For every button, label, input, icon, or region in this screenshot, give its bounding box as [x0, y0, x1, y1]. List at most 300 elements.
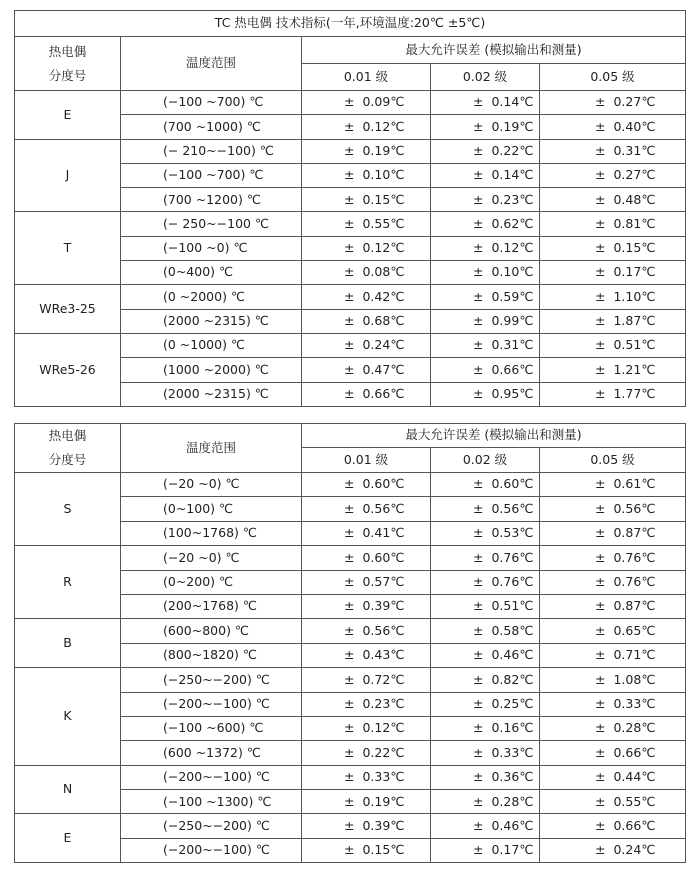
error-value: 1.77℃ [613, 385, 656, 401]
error-value-cell [431, 521, 540, 545]
error-value: 0.56℃ [491, 500, 534, 516]
error-value-cell [431, 716, 540, 740]
plus-minus-sign: ± [344, 288, 355, 304]
error-value: 0.17℃ [613, 264, 656, 280]
table-row [15, 814, 686, 838]
temp-range-cell: (−100 ~700) ℃ [121, 163, 302, 187]
error-value: 0.12℃ [491, 240, 534, 256]
plus-minus-sign: ± [473, 598, 484, 614]
temp-range-header: 温度范围 [121, 424, 302, 473]
error-value: 0.24℃ [362, 337, 405, 353]
error-value-cell [431, 188, 540, 212]
plus-minus-sign: ± [595, 744, 606, 760]
plus-minus-sign: ± [595, 118, 606, 134]
error-value-cell [540, 212, 686, 236]
error-value: 0.76℃ [491, 549, 534, 565]
plus-minus-sign: ± [344, 720, 355, 736]
plus-minus-sign: ± [344, 549, 355, 565]
temp-range-cell: (−100 ~0) ℃ [121, 236, 302, 260]
error-value-cell [540, 115, 686, 139]
error-value: 0.44℃ [613, 769, 656, 785]
temp-range-cell: (−100 ~1300) ℃ [121, 790, 302, 814]
header-row [15, 424, 686, 448]
error-value: 0.53℃ [491, 525, 534, 541]
error-value-cell [431, 139, 540, 163]
plus-minus-sign: ± [473, 264, 484, 280]
plus-minus-sign: ± [595, 215, 606, 231]
error-value: 0.51℃ [491, 598, 534, 614]
plus-minus-sign: ± [344, 525, 355, 541]
error-value-cell [431, 236, 540, 260]
plus-minus-sign: ± [473, 793, 484, 809]
temp-range-cell: (−200~−100) ℃ [121, 838, 302, 862]
plus-minus-sign: ± [473, 118, 484, 134]
error-value: 0.68℃ [362, 313, 405, 329]
error-value: 0.56℃ [362, 622, 405, 638]
error-value: 0.33℃ [362, 769, 405, 785]
error-value: 0.60℃ [491, 476, 534, 492]
graduation-header-line2: 分度号 [48, 67, 87, 83]
error-value-cell [540, 497, 686, 521]
error-value: 0.56℃ [613, 500, 656, 516]
plus-minus-sign: ± [344, 215, 355, 231]
plus-minus-sign: ± [344, 191, 355, 207]
error-value: 0.17℃ [491, 842, 534, 858]
error-value: 0.87℃ [613, 598, 656, 614]
error-value: 0.31℃ [613, 142, 656, 158]
error-value-cell [431, 546, 540, 570]
error-value: 0.81℃ [613, 215, 656, 231]
error-value: 0.71℃ [613, 647, 656, 663]
error-value-cell [302, 497, 431, 521]
table-row [15, 546, 686, 570]
error-value-cell [540, 619, 686, 643]
error-value-cell [431, 285, 540, 309]
temp-range-cell: (−250~−200) ℃ [121, 814, 302, 838]
error-value: 0.28℃ [613, 720, 656, 736]
error-value-cell [540, 570, 686, 594]
error-value-cell [540, 692, 686, 716]
error-value: 0.59℃ [491, 288, 534, 304]
plus-minus-sign: ± [473, 94, 484, 110]
error-value-cell [431, 643, 540, 667]
error-value: 0.12℃ [362, 118, 405, 134]
plus-minus-sign: ± [473, 476, 484, 492]
temp-range-cell: (−20 ~0) ℃ [121, 473, 302, 497]
error-value-cell [540, 838, 686, 862]
error-value-cell [302, 163, 431, 187]
error-value-cell [431, 382, 540, 406]
plus-minus-sign: ± [595, 769, 606, 785]
error-value-cell [302, 91, 431, 115]
plus-minus-sign: ± [344, 744, 355, 760]
temp-range-cell: (−200~−100) ℃ [121, 692, 302, 716]
error-value: 0.24℃ [613, 842, 656, 858]
temp-range-cell: (− 210~−100) ℃ [121, 139, 302, 163]
error-value: 0.27℃ [613, 94, 656, 110]
plus-minus-sign: ± [344, 574, 355, 589]
table-title: TC 热电偶 技术指标(一年,环境温度:20℃ ±5℃) [15, 11, 686, 37]
plus-minus-sign: ± [595, 313, 606, 329]
error-value-cell [431, 91, 540, 115]
plus-minus-sign: ± [344, 264, 355, 280]
plus-minus-sign: ± [344, 142, 355, 158]
error-value-cell [302, 643, 431, 667]
error-value: 0.95℃ [491, 385, 534, 401]
graduation-name: K [15, 668, 121, 766]
error-value-cell [540, 716, 686, 740]
graduation-header [15, 424, 121, 473]
temp-range-cell: (0~400) ℃ [121, 261, 302, 285]
plus-minus-sign: ± [595, 622, 606, 638]
plus-minus-sign: ± [473, 720, 484, 736]
error-value-cell [302, 521, 431, 545]
error-value-cell [431, 309, 540, 333]
plus-minus-sign: ± [595, 525, 606, 541]
error-value-cell [540, 382, 686, 406]
error-value: 0.10℃ [491, 264, 534, 280]
plus-minus-sign: ± [473, 288, 484, 304]
table-row [15, 333, 686, 357]
grade-header-0: 0.01 级 [302, 448, 431, 473]
error-value: 0.55℃ [362, 215, 405, 231]
spec-table-2 [14, 423, 686, 863]
error-value: 0.15℃ [362, 191, 405, 207]
temp-range-cell: (−100 ~700) ℃ [121, 91, 302, 115]
error-value: 0.60℃ [362, 549, 405, 565]
plus-minus-sign: ± [473, 769, 484, 785]
graduation-name: WRe3-25 [15, 285, 121, 334]
error-value: 0.72℃ [362, 671, 405, 687]
error-value: 0.57℃ [362, 574, 405, 589]
table-row [15, 212, 686, 236]
error-value: 0.66℃ [362, 385, 405, 401]
error-value-cell [540, 594, 686, 618]
error-value-cell [540, 473, 686, 497]
graduation-name: N [15, 765, 121, 814]
error-value-cell [540, 236, 686, 260]
temp-range-cell: (100~1768) ℃ [121, 521, 302, 545]
plus-minus-sign: ± [595, 695, 606, 711]
error-value: 1.10℃ [613, 288, 656, 304]
temp-range-cell: (0~100) ℃ [121, 497, 302, 521]
error-value-cell [302, 358, 431, 382]
error-value: 1.08℃ [613, 671, 656, 687]
error-value-cell [431, 473, 540, 497]
plus-minus-sign: ± [473, 313, 484, 329]
plus-minus-sign: ± [344, 167, 355, 183]
plus-minus-sign: ± [473, 817, 484, 833]
error-value: 0.28℃ [491, 793, 534, 809]
plus-minus-sign: ± [344, 817, 355, 833]
plus-minus-sign: ± [344, 361, 355, 377]
plus-minus-sign: ± [344, 94, 355, 110]
error-value: 0.31℃ [491, 337, 534, 353]
plus-minus-sign: ± [595, 167, 606, 183]
graduation-name: WRe5-26 [15, 333, 121, 406]
plus-minus-sign: ± [344, 695, 355, 711]
error-value-cell [540, 814, 686, 838]
error-value: 0.12℃ [362, 240, 405, 256]
error-value-cell [540, 91, 686, 115]
plus-minus-sign: ± [595, 817, 606, 833]
error-value-cell [302, 382, 431, 406]
error-value: 0.19℃ [491, 118, 534, 134]
plus-minus-sign: ± [473, 842, 484, 858]
plus-minus-sign: ± [473, 337, 484, 353]
error-value-cell [540, 741, 686, 765]
error-value: 0.41℃ [362, 525, 405, 541]
temp-range-cell: (−20 ~0) ℃ [121, 546, 302, 570]
error-value-cell [540, 139, 686, 163]
graduation-header-line1: 热电偶 [48, 43, 87, 59]
error-value-cell [302, 285, 431, 309]
graduation-name: R [15, 546, 121, 619]
error-value-cell [302, 594, 431, 618]
error-value-cell [431, 692, 540, 716]
error-value: 0.48℃ [613, 191, 656, 207]
error-value-cell [540, 163, 686, 187]
temp-range-cell: (1000 ~2000) ℃ [121, 358, 302, 382]
error-value: 0.43℃ [362, 647, 405, 663]
plus-minus-sign: ± [595, 720, 606, 736]
header-row [15, 37, 686, 64]
graduation-name: B [15, 619, 121, 668]
error-value-cell [302, 741, 431, 765]
graduation-name: J [15, 139, 121, 212]
error-value: 0.46℃ [491, 817, 534, 833]
plus-minus-sign: ± [595, 361, 606, 377]
plus-minus-sign: ± [595, 671, 606, 687]
table-row [15, 473, 686, 497]
table-row [15, 139, 686, 163]
plus-minus-sign: ± [595, 476, 606, 492]
temp-range-cell: (0~200) ℃ [121, 570, 302, 594]
plus-minus-sign: ± [473, 671, 484, 687]
error-value: 0.99℃ [491, 313, 534, 329]
title-row [15, 11, 686, 37]
graduation-header-line1: 热电偶 [48, 428, 87, 443]
plus-minus-sign: ± [595, 142, 606, 158]
plus-minus-sign: ± [473, 525, 484, 541]
plus-minus-sign: ± [473, 167, 484, 183]
error-value-cell [302, 692, 431, 716]
error-value: 0.61℃ [613, 476, 656, 492]
error-value: 0.09℃ [362, 94, 405, 110]
error-value: 0.15℃ [613, 240, 656, 256]
error-value-cell [540, 333, 686, 357]
error-value-cell [302, 473, 431, 497]
temp-range-cell: (2000 ~2315) ℃ [121, 309, 302, 333]
table-row [15, 668, 686, 692]
plus-minus-sign: ± [344, 671, 355, 687]
error-value-cell [540, 261, 686, 285]
error-value-cell [540, 309, 686, 333]
plus-minus-sign: ± [595, 264, 606, 280]
error-value-cell [431, 814, 540, 838]
error-value-cell [302, 570, 431, 594]
error-value: 1.87℃ [613, 313, 656, 329]
error-value-cell [302, 716, 431, 740]
plus-minus-sign: ± [344, 385, 355, 401]
plus-minus-sign: ± [595, 842, 606, 858]
error-value: 0.36℃ [491, 769, 534, 785]
error-value: 0.66℃ [491, 361, 534, 377]
plus-minus-sign: ± [595, 647, 606, 663]
error-value: 0.76℃ [491, 574, 534, 589]
plus-minus-sign: ± [473, 695, 484, 711]
error-value-cell [431, 115, 540, 139]
table-row [15, 619, 686, 643]
error-value-cell [302, 619, 431, 643]
error-value: 0.25℃ [491, 695, 534, 711]
error-value: 0.76℃ [613, 574, 656, 589]
error-value: 0.60℃ [362, 476, 405, 492]
error-value-cell [431, 741, 540, 765]
error-value: 0.58℃ [491, 622, 534, 638]
temp-range-cell: (−100 ~600) ℃ [121, 716, 302, 740]
error-value-cell [431, 358, 540, 382]
temp-range-cell: (200~1768) ℃ [121, 594, 302, 618]
graduation-name: E [15, 814, 121, 863]
grade-header-0: 0.01 级 [302, 64, 431, 91]
error-value-cell [302, 790, 431, 814]
error-value-cell [540, 546, 686, 570]
error-value-cell [540, 358, 686, 382]
error-value: 0.39℃ [362, 817, 405, 833]
error-value: 0.76℃ [613, 549, 656, 565]
plus-minus-sign: ± [344, 118, 355, 134]
error-value: 0.56℃ [362, 500, 405, 516]
plus-minus-sign: ± [344, 313, 355, 329]
plus-minus-sign: ± [473, 574, 484, 589]
plus-minus-sign: ± [344, 793, 355, 809]
plus-minus-sign: ± [344, 500, 355, 516]
error-value-cell [540, 765, 686, 789]
error-value-cell [431, 619, 540, 643]
error-value: 1.21℃ [613, 361, 656, 377]
error-value: 0.22℃ [491, 142, 534, 158]
plus-minus-sign: ± [473, 622, 484, 638]
plus-minus-sign: ± [344, 476, 355, 492]
error-value: 0.16℃ [491, 720, 534, 736]
temp-range-cell: (2000 ~2315) ℃ [121, 382, 302, 406]
error-value: 0.19℃ [362, 142, 405, 158]
error-value: 0.33℃ [491, 744, 534, 760]
error-value-cell [302, 212, 431, 236]
error-value-cell [431, 333, 540, 357]
error-value-cell [431, 497, 540, 521]
error-value: 0.10℃ [362, 167, 405, 183]
error-value-cell [540, 790, 686, 814]
error-value: 0.23℃ [491, 191, 534, 207]
error-value-cell [431, 594, 540, 618]
error-value: 0.33℃ [613, 695, 656, 711]
plus-minus-sign: ± [344, 337, 355, 353]
error-value: 0.87℃ [613, 525, 656, 541]
temp-range-cell: (−200~−100) ℃ [121, 765, 302, 789]
error-value: 0.42℃ [362, 288, 405, 304]
error-value: 0.40℃ [613, 118, 656, 134]
error-value-cell [540, 188, 686, 212]
graduation-header [15, 37, 121, 91]
plus-minus-sign: ± [595, 191, 606, 207]
graduation-header-line2: 分度号 [48, 452, 87, 467]
error-value-cell [540, 668, 686, 692]
plus-minus-sign: ± [473, 142, 484, 158]
error-value-cell [431, 261, 540, 285]
error-value: 0.12℃ [362, 720, 405, 736]
error-value: 0.82℃ [491, 671, 534, 687]
error-value-cell [302, 115, 431, 139]
graduation-name: S [15, 473, 121, 546]
plus-minus-sign: ± [473, 361, 484, 377]
plus-minus-sign: ± [473, 240, 484, 256]
error-value: 0.19℃ [362, 793, 405, 809]
grade-header-1: 0.02 级 [431, 64, 540, 91]
plus-minus-sign: ± [595, 598, 606, 614]
error-value-cell [302, 838, 431, 862]
plus-minus-sign: ± [595, 94, 606, 110]
error-value: 0.22℃ [362, 744, 405, 760]
error-value-cell [540, 285, 686, 309]
max-error-header: 最大允许误差 (模拟输出和测量) [302, 424, 686, 448]
max-error-header: 最大允许误差 (模拟输出和测量) [302, 37, 686, 64]
plus-minus-sign: ± [595, 500, 606, 516]
grade-header-2: 0.05 级 [540, 64, 686, 91]
temp-range-cell: (800~1820) ℃ [121, 643, 302, 667]
error-value: 0.23℃ [362, 695, 405, 711]
error-value-cell [431, 765, 540, 789]
error-value: 0.47℃ [362, 361, 405, 377]
table-row [15, 765, 686, 789]
error-value: 0.39℃ [362, 598, 405, 614]
error-value: 0.15℃ [362, 842, 405, 858]
temp-range-cell: (0 ~1000) ℃ [121, 333, 302, 357]
error-value-cell [302, 333, 431, 357]
error-value-cell [302, 765, 431, 789]
error-value: 0.51℃ [613, 337, 656, 353]
error-value: 0.08℃ [362, 264, 405, 280]
plus-minus-sign: ± [595, 574, 606, 589]
error-value: 0.66℃ [613, 744, 656, 760]
plus-minus-sign: ± [595, 385, 606, 401]
error-value-cell [302, 814, 431, 838]
error-value: 0.27℃ [613, 167, 656, 183]
error-value-cell [302, 546, 431, 570]
error-value-cell [431, 163, 540, 187]
plus-minus-sign: ± [473, 191, 484, 207]
plus-minus-sign: ± [344, 598, 355, 614]
temp-range-header: 温度范围 [121, 37, 302, 91]
spec-table-1 [14, 10, 686, 407]
error-value-cell [302, 188, 431, 212]
plus-minus-sign: ± [595, 240, 606, 256]
error-value-cell [431, 570, 540, 594]
error-value: 0.66℃ [613, 817, 656, 833]
error-value-cell [431, 838, 540, 862]
plus-minus-sign: ± [473, 385, 484, 401]
error-value-cell [302, 261, 431, 285]
plus-minus-sign: ± [344, 842, 355, 858]
error-value: 0.55℃ [613, 793, 656, 809]
error-value-cell [540, 521, 686, 545]
plus-minus-sign: ± [473, 215, 484, 231]
plus-minus-sign: ± [595, 337, 606, 353]
temp-range-cell: (700 ~1000) ℃ [121, 115, 302, 139]
error-value-cell [431, 668, 540, 692]
temp-range-cell: (700 ~1200) ℃ [121, 188, 302, 212]
